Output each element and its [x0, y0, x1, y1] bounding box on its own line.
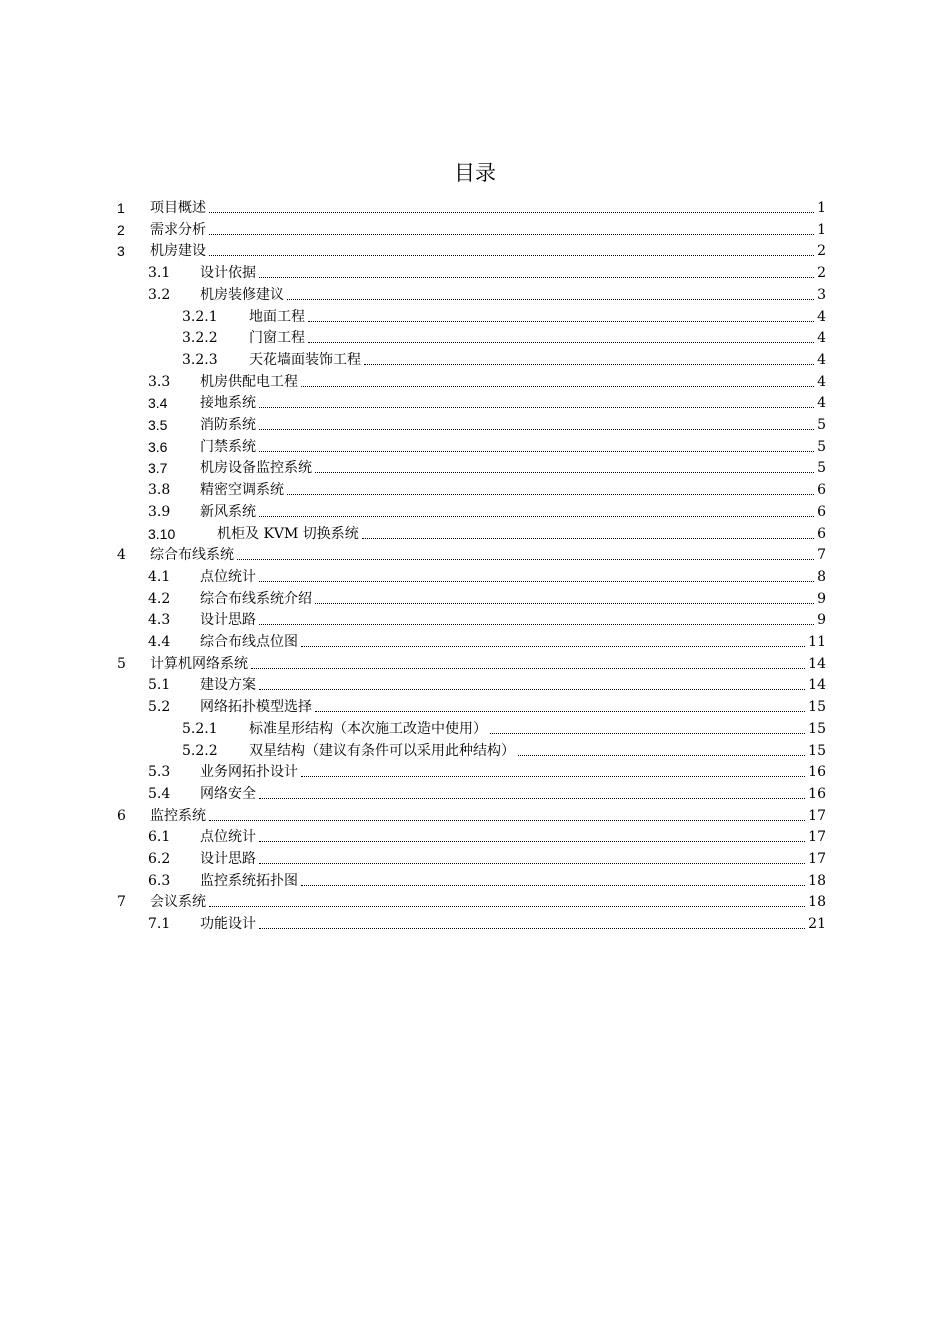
toc-entry-number: 6 — [117, 807, 126, 824]
toc-entry[interactable] — [0, 262, 950, 284]
toc-entry[interactable] — [0, 631, 950, 653]
toc-entry-title: 综合布线系统 — [150, 547, 234, 564]
toc-entry-title: 监控系统 — [150, 807, 206, 824]
toc-entry-title: 网络拓扑模型选择 — [200, 699, 312, 716]
toc-entry-title: 天花墙面装饰工程 — [249, 351, 361, 368]
toc-entry-page: 4 — [817, 395, 826, 412]
toc-entry[interactable] — [0, 327, 950, 349]
toc-entry-number: 6.3 — [148, 872, 171, 889]
toc-entry-number: 7 — [117, 894, 126, 911]
toc-entry[interactable] — [0, 805, 950, 827]
toc-entry[interactable] — [0, 501, 950, 523]
toc-entry-page: 18 — [808, 894, 826, 911]
toc-leader-dots — [301, 646, 805, 647]
toc-entry[interactable] — [0, 392, 950, 414]
toc-entry-number: 7.1 — [148, 916, 171, 933]
toc-entry[interactable] — [0, 696, 950, 718]
toc-entry-page: 5 — [817, 438, 826, 455]
toc-entry-title: 设计思路 — [200, 851, 256, 867]
toc-leader-dots — [315, 472, 814, 473]
toc-entry-title: 综合布线点位图 — [200, 634, 298, 650]
toc-entry-number: 3.4 — [148, 395, 168, 412]
toc-entry-page: 5 — [817, 417, 826, 433]
toc-leader-dots — [209, 820, 805, 821]
toc-entry[interactable] — [0, 284, 950, 306]
toc-entry[interactable] — [0, 674, 950, 696]
toc-entry-page: 17 — [808, 851, 826, 867]
toc-entry-title: 计算机网络系统 — [150, 655, 248, 672]
toc-entry-title: 门窗工程 — [249, 330, 305, 347]
toc-entry-number: 4.2 — [148, 590, 171, 607]
toc-entry-title: 监控系统拓扑图 — [200, 872, 298, 889]
toc-entry-title: 设计依据 — [200, 265, 256, 282]
toc-entry-number: 4 — [117, 547, 126, 564]
toc-entry-title: 地面工程 — [249, 308, 305, 325]
toc-leader-dots — [518, 755, 805, 756]
toc-entry-page: 1 — [817, 221, 826, 238]
toc-entry-number: 3.7 — [148, 460, 168, 477]
toc-entry-title: 接地系统 — [200, 395, 256, 412]
toc-leader-dots — [209, 906, 805, 907]
toc-entry-number: 4.3 — [148, 612, 171, 629]
toc-entry-title: 点位统计 — [200, 829, 256, 846]
toc-title: 目录 — [454, 161, 496, 185]
toc-leader-dots — [362, 538, 814, 539]
toc-entry[interactable] — [0, 371, 950, 393]
toc-leader-dots — [259, 928, 805, 929]
toc-leader-dots — [209, 212, 814, 213]
toc-entry-number: 3.2.2 — [182, 330, 218, 347]
toc-leader-dots — [301, 776, 805, 777]
toc-entry[interactable] — [0, 414, 950, 436]
toc-entry-page: 9 — [817, 590, 826, 607]
toc-entry[interactable] — [0, 783, 950, 805]
toc-entry-number: 2 — [117, 221, 125, 238]
toc-entry-page: 4 — [817, 351, 826, 368]
toc-entry-title: 需求分析 — [150, 221, 206, 238]
toc-entry-page: 6 — [817, 503, 826, 520]
toc-entry-title: 建设方案 — [200, 677, 256, 694]
toc-entry-page: 18 — [808, 872, 826, 889]
toc-entry[interactable] — [0, 436, 950, 458]
toc-entry-title: 机柜及 KVM 切换系统 — [217, 525, 359, 542]
toc-entry-page: 17 — [808, 829, 826, 846]
toc-entry-page: 9 — [817, 612, 826, 629]
toc-entry-page: 4 — [817, 330, 826, 347]
toc-entry-page: 8 — [817, 568, 826, 585]
toc-leader-dots — [287, 299, 814, 300]
toc-entry-page: 6 — [817, 525, 826, 542]
toc-entry-page: 1 — [817, 200, 826, 216]
toc-entry-number: 3.6 — [148, 438, 168, 455]
toc-leader-dots — [259, 581, 814, 582]
toc-entry-page: 14 — [808, 677, 826, 694]
toc-entry-number: 3.8 — [148, 482, 171, 499]
toc-leader-dots — [259, 451, 814, 452]
toc-entry-number: 3.2.3 — [182, 351, 218, 368]
toc-leader-dots — [259, 624, 814, 625]
toc-entry-page: 17 — [808, 807, 826, 824]
toc-entry-page: 15 — [808, 699, 826, 716]
toc-entry[interactable] — [0, 826, 950, 848]
toc-entry-number: 3.1 — [148, 265, 171, 282]
toc-entry-number: 4.1 — [148, 568, 171, 585]
toc-entry[interactable] — [0, 240, 950, 262]
toc-entry-number: 5.3 — [148, 764, 171, 781]
toc-leader-dots — [301, 885, 805, 886]
toc-entry-title: 机房建设 — [150, 243, 206, 260]
toc-entry[interactable] — [0, 761, 950, 783]
toc-entry-number: 5.2.1 — [182, 720, 218, 737]
toc-leader-dots — [308, 342, 814, 343]
toc-leader-dots — [209, 255, 814, 256]
toc-entry-title: 业务网拓扑设计 — [200, 764, 298, 781]
toc-entry[interactable] — [0, 523, 950, 545]
toc-entry-number: 4.4 — [148, 634, 171, 650]
toc-entry-number: 5.2.2 — [182, 742, 218, 759]
toc-leader-dots — [315, 603, 814, 604]
toc-entry-title: 标准星形结构（本次施工改造中使用） — [249, 720, 487, 737]
toc-entry-title: 点位统计 — [200, 568, 256, 585]
toc-entry-page: 15 — [808, 742, 826, 759]
toc-entry-number: 5 — [117, 655, 126, 672]
toc-entry-number: 5.4 — [148, 785, 171, 802]
toc-leader-dots — [259, 277, 814, 278]
toc-leader-dots — [259, 429, 814, 430]
toc-leader-dots — [259, 689, 805, 690]
toc-leader-dots — [209, 234, 814, 235]
toc-entry-title: 消防系统 — [200, 417, 256, 433]
toc-entry-title: 综合布线系统介绍 — [200, 590, 312, 607]
toc-entry-title: 项目概述 — [150, 200, 206, 216]
toc-leader-dots — [259, 863, 805, 864]
toc-entry-page: 16 — [808, 764, 826, 781]
toc-entry[interactable] — [0, 349, 950, 371]
toc-entry-title: 机房设备监控系统 — [200, 460, 312, 477]
toc-entry[interactable] — [0, 457, 950, 479]
toc-leader-dots — [308, 321, 814, 322]
toc-entry-title: 精密空调系统 — [200, 482, 284, 499]
toc-entry-page: 16 — [808, 785, 826, 802]
toc-entry-number: 3.9 — [148, 503, 171, 520]
toc-entry-number: 3.10 — [148, 525, 176, 542]
toc-entry-page: 2 — [817, 265, 826, 282]
toc-leader-dots — [490, 733, 805, 734]
toc-entry[interactable] — [0, 566, 950, 588]
toc-entry-title: 机房装修建议 — [200, 286, 284, 303]
toc-entry-page: 2 — [817, 243, 826, 260]
toc-entry-page: 11 — [808, 634, 826, 650]
toc-entry-number: 3.5 — [148, 417, 168, 433]
toc-entry-number: 3.3 — [148, 373, 171, 390]
toc-entry[interactable] — [0, 219, 950, 241]
toc-entry[interactable] — [0, 609, 950, 631]
toc-entry-page: 21 — [808, 916, 826, 933]
toc-entry[interactable] — [0, 718, 950, 740]
toc-entry[interactable] — [0, 870, 950, 892]
toc-entry-page: 4 — [817, 308, 826, 325]
toc-entry-title: 门禁系统 — [200, 438, 256, 455]
toc-entry-title: 机房供配电工程 — [200, 373, 298, 390]
toc-entry[interactable] — [0, 544, 950, 566]
toc-leader-dots — [237, 559, 814, 560]
toc-entry-title: 网络安全 — [200, 785, 256, 802]
toc-leader-dots — [364, 364, 814, 365]
toc-entry[interactable] — [0, 588, 950, 610]
toc-entry-page: 7 — [817, 547, 826, 564]
toc-leader-dots — [259, 407, 814, 408]
toc-entry[interactable] — [0, 848, 950, 870]
toc-entry-number: 1 — [117, 200, 125, 216]
toc-entry-number: 5.2 — [148, 699, 171, 716]
toc-entry-number: 6.1 — [148, 829, 171, 846]
toc-entry-page: 15 — [808, 720, 826, 737]
toc-entry[interactable] — [0, 740, 950, 762]
toc-leader-dots — [315, 711, 805, 712]
toc-entry-number: 3.2.1 — [182, 308, 218, 325]
toc-leader-dots — [301, 386, 814, 387]
toc-leader-dots — [259, 841, 805, 842]
toc-entry[interactable] — [0, 653, 950, 675]
toc-entry-page: 14 — [808, 655, 826, 672]
toc-leader-dots — [259, 516, 814, 517]
toc-entry[interactable] — [0, 913, 950, 935]
toc-entry[interactable] — [0, 306, 950, 328]
toc-entry-number: 3 — [117, 243, 125, 260]
toc-entry-title: 会议系统 — [150, 894, 206, 911]
toc-entry[interactable] — [0, 479, 950, 501]
toc-entry-number: 5.1 — [148, 677, 171, 694]
toc-entry-page: 5 — [817, 460, 826, 477]
toc-entry-page: 3 — [817, 286, 826, 303]
toc-entry-number: 3.2 — [148, 286, 171, 303]
toc-leader-dots — [259, 798, 805, 799]
toc-entry-title: 双星结构（建议有条件可以采用此种结构） — [249, 742, 515, 759]
toc-entry[interactable] — [0, 891, 950, 913]
toc-leader-dots — [251, 668, 805, 669]
toc-entry-title: 设计思路 — [200, 612, 256, 629]
toc-entry[interactable] — [0, 197, 950, 219]
toc-entry-title: 功能设计 — [200, 916, 256, 933]
toc-entry-page: 6 — [817, 482, 826, 499]
toc-entry-title: 新风系统 — [200, 503, 256, 520]
toc-entry-number: 6.2 — [148, 851, 171, 867]
toc-leader-dots — [287, 494, 814, 495]
toc-entry-page: 4 — [817, 373, 826, 390]
